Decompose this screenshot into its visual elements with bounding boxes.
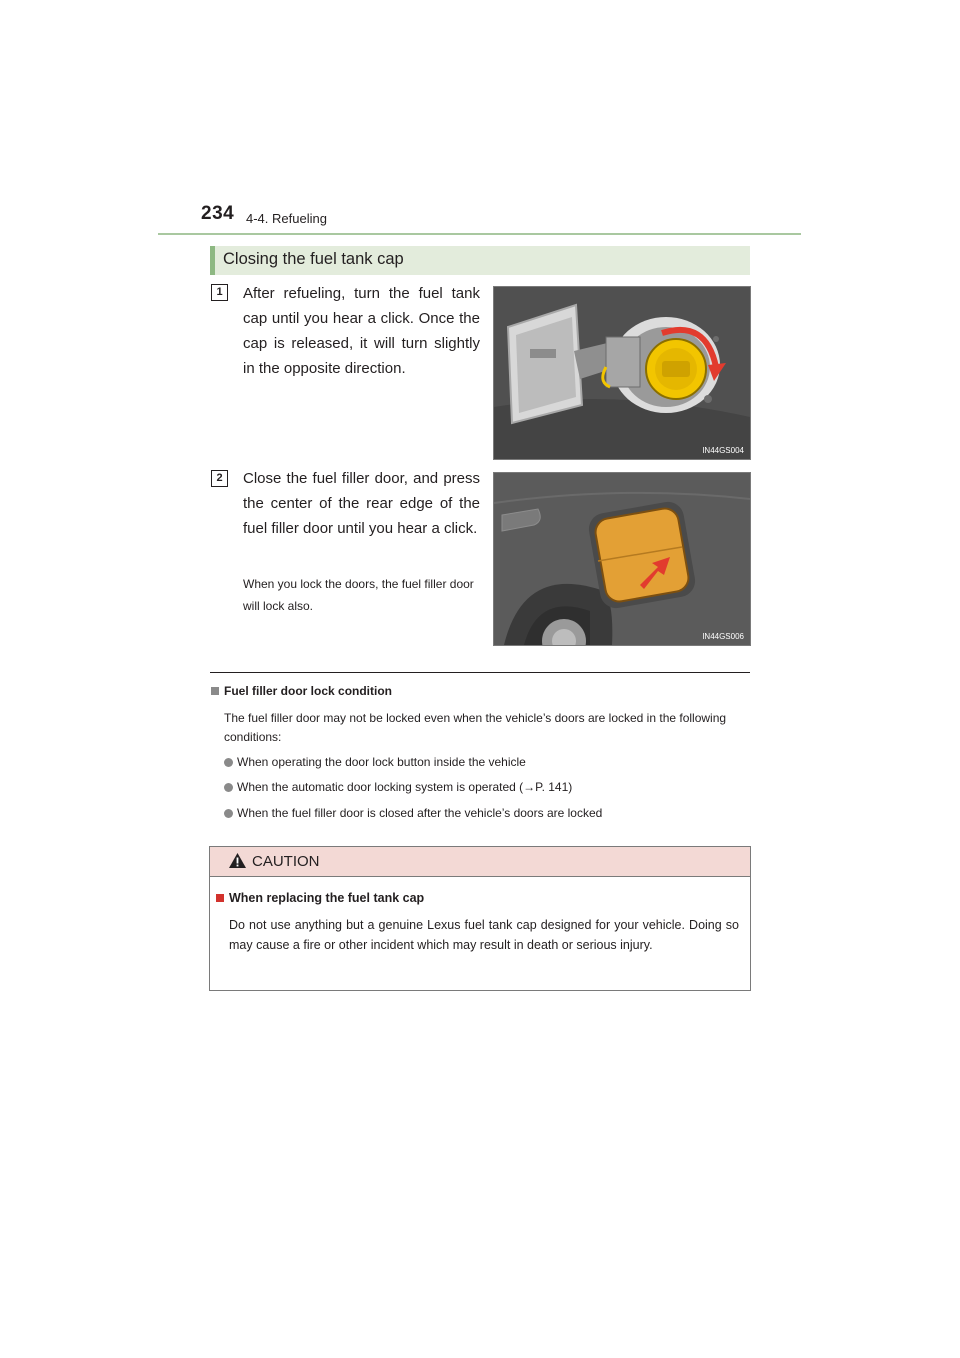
step-2-badge: 2 xyxy=(211,470,228,487)
caution-body: Do not use anything but a genuine Lexus fuel tank cap designed for your vehicle. Doing so may cause a fire or other incident which may result in death or serious injury. xyxy=(229,918,739,952)
square-bullet-icon xyxy=(216,894,224,902)
figure-code: IN44GS004 xyxy=(702,446,744,455)
list-item: When operating the door lock button inside the vehicle xyxy=(224,755,526,769)
section-label: 4-4. Refueling xyxy=(246,211,327,226)
step-1-text: After refueling, turn the fuel tank cap until you hear a click. Once the cap is released, it will turn slightly in the opposite direction. xyxy=(243,285,480,377)
caution-title: CAUTION xyxy=(252,853,320,870)
header-rule xyxy=(158,233,801,235)
list-item: When the fuel filler door is closed after the vehicle’s doors are locked xyxy=(224,806,602,820)
step-2-note: When you lock the doors, the fuel filler door will lock also. xyxy=(243,577,474,613)
section-title: Closing the fuel tank cap xyxy=(223,250,404,268)
bullet-dot-icon xyxy=(224,758,233,767)
section-title-accent xyxy=(210,246,215,275)
fuel-cap-figure xyxy=(493,286,751,460)
list-item: When the automatic door locking system is operated (→P. 141) xyxy=(224,780,572,794)
info-heading: Fuel filler door lock condition xyxy=(211,684,392,698)
figure-code: IN44GS006 xyxy=(702,632,744,641)
step-2-text: Close the fuel filler door, and press the center of the rear edge of the fuel filler door until you hear a click. xyxy=(243,470,480,537)
fuel-door-illustration xyxy=(494,473,750,645)
fuel-door-figure xyxy=(493,472,751,646)
info-body: The fuel filler door may not be locked even when the vehicle’s doors are locked in the following conditions: xyxy=(224,711,727,744)
bullet-dot-icon xyxy=(224,809,233,818)
caution-subheading: When replacing the fuel tank cap xyxy=(216,891,424,905)
warning-triangle-icon xyxy=(228,852,247,869)
step-1-badge: 1 xyxy=(211,284,228,301)
info-rule xyxy=(210,672,750,673)
page-number: 234 xyxy=(201,203,235,224)
square-bullet-icon xyxy=(211,687,219,695)
fuel-cap-illustration xyxy=(494,287,750,459)
bullet-dot-icon xyxy=(224,783,233,792)
